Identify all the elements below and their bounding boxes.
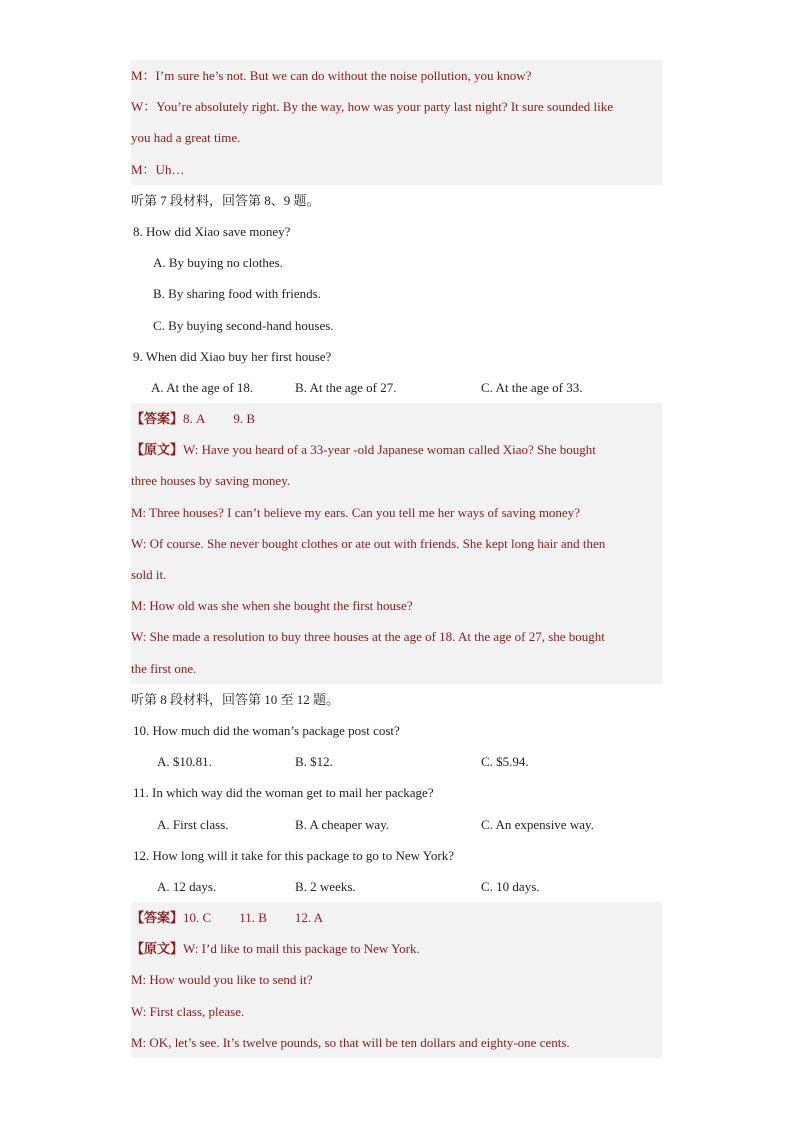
- question-8: 8. How did Xiao save money?: [133, 223, 291, 239]
- option-12b: B. 2 weeks.: [295, 878, 356, 894]
- transcript-line: three houses by saving money.: [131, 465, 662, 496]
- option-12c: C. 10 days.: [481, 878, 540, 894]
- option-10a: A. $10.81.: [157, 754, 212, 770]
- transcript-line: [131, 434, 662, 465]
- option-8b: B. By sharing food with friends.: [153, 286, 321, 302]
- option-11a: A. First class.: [157, 816, 229, 832]
- transcript-text: W: I’d like to mail this package to New York.: [183, 941, 420, 957]
- answer-line: [131, 403, 662, 434]
- answer-10: 10. C: [183, 910, 212, 926]
- question-11: 11. In which way did the woman get to mail her package?: [133, 785, 434, 801]
- option-9b: B. At the age of 27.: [295, 379, 397, 395]
- transcript-line: W: She made a resolution to buy three houses at the age of 18. At the age of 27, she bought: [131, 621, 662, 652]
- question-10: 10. How much did the woman’s package post cost?: [133, 722, 400, 738]
- transcript-text: W: Have you heard of a 33-year -old Japanese woman called Xiao? She bought: [183, 442, 596, 458]
- option-12a: A. 12 days.: [157, 878, 217, 894]
- transcript-line: the first one.: [131, 653, 662, 684]
- options-row-11: [131, 809, 662, 840]
- answer-tag: 【答案】: [131, 411, 184, 427]
- option-11c: C. An expensive way.: [481, 816, 594, 832]
- section-heading: 听第 7 段材料，回答第 8、9 题。: [131, 192, 320, 208]
- transcript-line: M: How old was she when she bought the first house?: [131, 590, 662, 621]
- options-row-10: [131, 746, 662, 777]
- option-8c: C. By buying second-hand houses.: [153, 317, 334, 333]
- answer-8: 8. A: [183, 411, 206, 427]
- dialog-line: M：I’m sure he’s not. But we can do without the noise pollution, you know?: [131, 60, 662, 91]
- transcript-line: sold it.: [131, 559, 662, 590]
- transcript-line: W: First class, please.: [131, 996, 662, 1027]
- option-10c: C. $5.94.: [481, 754, 529, 770]
- document-page: [131, 60, 662, 1058]
- answer-tag: 【答案】: [131, 910, 184, 926]
- original-tag: 【原文】: [131, 941, 184, 957]
- option-9a: A. At the age of 18.: [151, 379, 254, 395]
- dialog-line: M：Uh…: [131, 154, 662, 185]
- option-9c: C. At the age of 33.: [481, 379, 583, 395]
- transcript-line: M: OK, let’s see. It’s twelve pounds, so that will be ten dollars and eighty-one cents.: [131, 1027, 662, 1058]
- question-9: 9. When did Xiao buy her first house?: [133, 348, 332, 364]
- original-tag: 【原文】: [131, 442, 184, 458]
- option-11b: B. A cheaper way.: [295, 816, 390, 832]
- section-heading: 听第 8 段材料，回答第 10 至 12 题。: [131, 691, 340, 707]
- question-12: 12. How long will it take for this package to go to New York?: [133, 847, 454, 863]
- option-10b: B. $12.: [295, 754, 333, 770]
- answer-12: 12. A: [294, 910, 324, 926]
- answer-11: 11. B: [239, 910, 267, 926]
- dialog-line: you had a great time.: [131, 122, 662, 153]
- answer-line: [131, 902, 662, 933]
- transcript-line: [131, 933, 662, 964]
- transcript-line: M: Three houses? I can’t believe my ears. Can you tell me her ways of saving money?: [131, 497, 662, 528]
- dialog-line: W：You’re absolutely right. By the way, how was your party last night? It sure sounded like: [131, 91, 662, 122]
- options-row-9: [131, 372, 662, 403]
- options-row-12: [131, 871, 662, 902]
- option-8a: A. By buying no clothes.: [153, 255, 283, 271]
- transcript-line: W: Of course. She never bought clothes or ate out with friends. She kept long hair and then: [131, 528, 662, 559]
- transcript-line: M: How would you like to send it?: [131, 964, 662, 995]
- answer-9: 9. B: [233, 411, 256, 427]
